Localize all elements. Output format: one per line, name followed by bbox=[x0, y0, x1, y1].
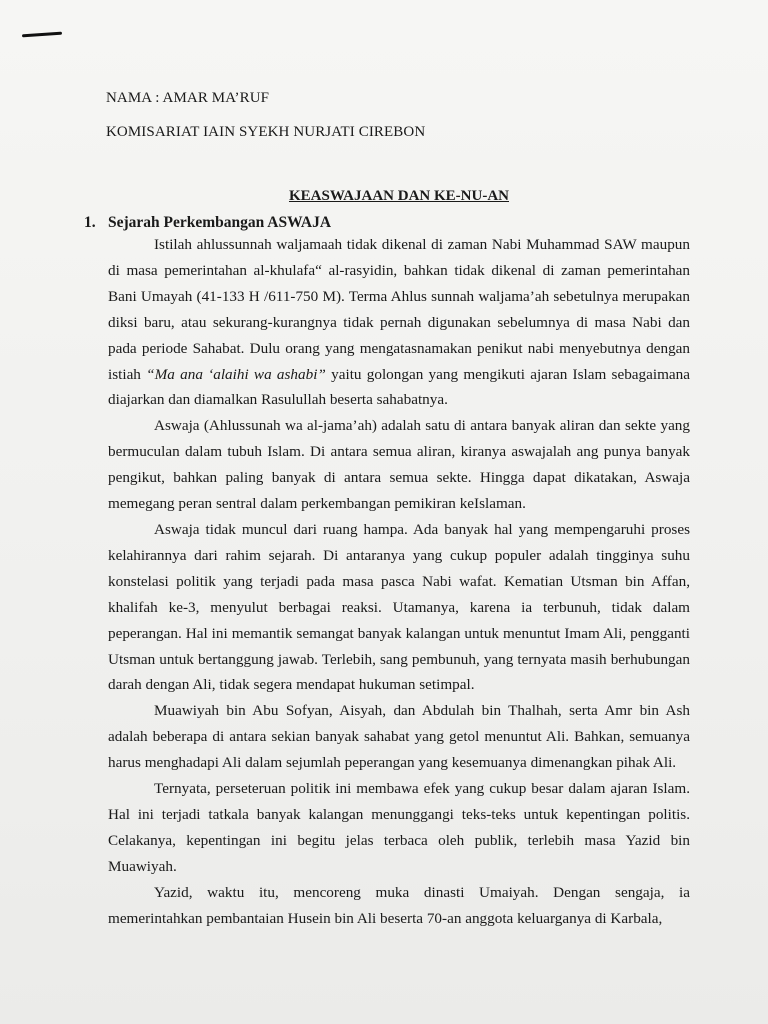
paragraph-1-text-before: Istilah ahlussunnah waljamaah tidak dikenal di zaman Nabi Muhammad SAW maupun di masa pemerintahan al-khulafa“ al-rasyidin, bahkan tidak dikenal di zaman pemerintahan Bani Umayah (41-133 H /611-750 M). Terma Ahlus sunnah waljama’ah sebetulnya merupakan diksi baru, atau sekurang-kurangnya tidak pernah digunakan sebelumnya di masa Nabi dan pada periode Sahabat. Dulu orang yang mengatasnamakan penikut nabi menyebutnya dengan istiah bbox=[108, 236, 690, 383]
name-line: NAMA : AMAR MA’RUF bbox=[106, 90, 270, 106]
body-text bbox=[108, 232, 690, 931]
komisariat-line: KOMISARIAT IAIN SYEKH NURJATI CIREBON bbox=[106, 124, 426, 140]
document-title: KEASWAJAAN DAN KE-NU-AN bbox=[288, 188, 509, 204]
paragraph-1-italic-quote: “Ma ana ‘alaihi wa ashabi” bbox=[146, 365, 326, 383]
paragraph-3: Aswaja tidak muncul dari ruang hampa. Ada banyak hal yang mempengaruhi proses kelahirannya dari rahim sejarah. Di antaranya yang cukup populer adalah tingginya suhu konstelasi politik yang terjadi pada masa pasca Nabi wafat. Kematian Utsman bin Affan, khalifah ke-3, menyulut berbagai reaksi. Utamanya, karena ia terbunuh, tidak dalam peperangan. Hal ini memantik semangat banyak kalangan untuk menuntut Imam Ali, pengganti Utsman untuk bertanggung jawab. Terlebih, sang pembunuh, yang ternyata masih berhubungan darah dengan Ali, tidak segera mendapat hukuman setimpal. bbox=[108, 520, 690, 694]
section-heading-text: Sejarah Perkembangan ASWAJA bbox=[108, 214, 332, 231]
section-heading bbox=[84, 214, 331, 232]
paragraph-2: Aswaja (Ahlussunah wa al-jama’ah) adalah satu di antara banyak aliran dan sekte yang bermuculan dalam tubuh Islam. Di antara semua aliran, kiranya aswajalah ang punya banyak pengikut, bahkan paling banyak di antara semua sekte. Hingga dapat dikatakan, Aswaja memegang peran sentral dalam perkembangan pemikiran keIslaman. bbox=[108, 417, 690, 513]
paragraph-4: Muawiyah bin Abu Sofyan, Aisyah, dan Abdulah bin Thalhah, serta Amr bin Ash adalah beberapa di antara sekian banyak sahabat yang getol menuntut Ali. Bahkan, semuanya harus menghadapi Ali dalam sejumlah peperangan yang kesemuanya dimenangkan pihak Ali. bbox=[108, 702, 690, 772]
paragraph-5: Ternyata, perseteruan politik ini membawa efek yang cukup besar dalam ajaran Islam. Hal ini terjadi tatkala banyak kalangan menunggangi teks-teks untuk kepentingan politis. Celakanya, kepentingan ini begitu jelas terbaca oleh publik, terlebih masa Yazid bin Muawiyah. bbox=[108, 780, 690, 875]
paragraph-1 bbox=[108, 232, 690, 413]
section-number: 1. bbox=[84, 214, 96, 231]
paragraph-6: Yazid, waktu itu, mencoreng muka dinasti Umaiyah. Dengan sengaja, ia memerintahkan pembantaian Husein bin Ali beserta 70-an anggota keluarganya di Karbala, bbox=[108, 883, 690, 927]
paragraph-1-text-after: yaitu golongan yang mengikuti ajaran Islam sebagaimana diajarkan dan diamalkan Rasulullah beserta sahabatnya. bbox=[108, 365, 690, 409]
pen-dash-mark bbox=[22, 32, 62, 38]
